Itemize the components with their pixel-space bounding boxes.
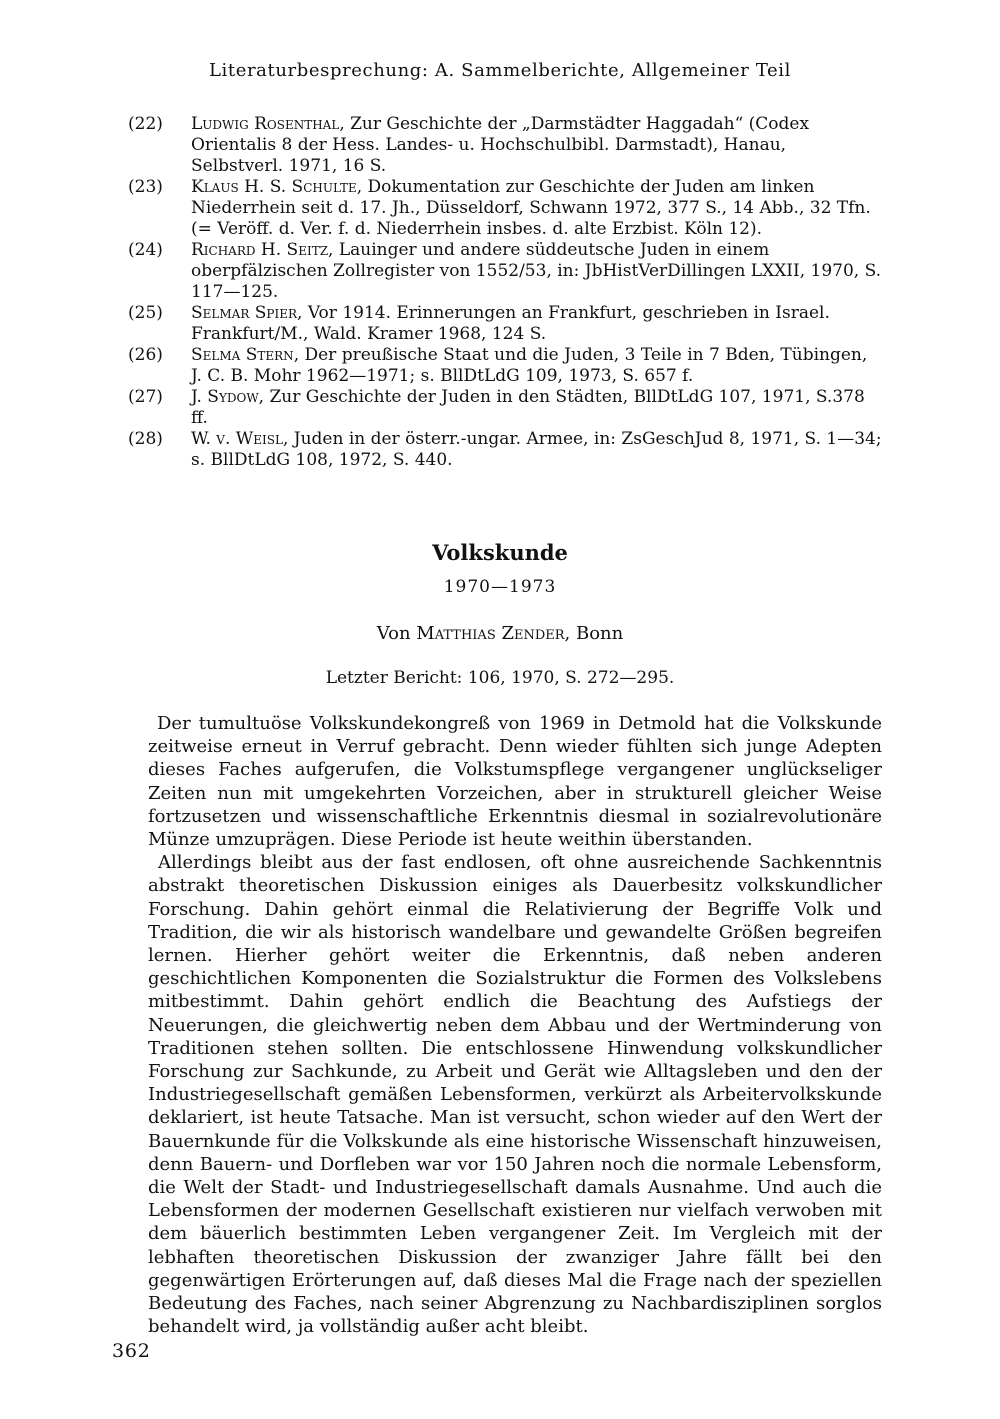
reference-item [128, 177, 883, 240]
reference-item [128, 114, 883, 177]
reference-list [128, 114, 883, 471]
section-title: Volkskunde [432, 540, 568, 565]
reference-item [128, 429, 883, 471]
reference-number: (26) [128, 345, 163, 365]
reference-item [128, 303, 883, 345]
reference-author: Richard H. Seitz [191, 240, 329, 260]
body-text [148, 712, 882, 1338]
reference-author: Ludwig Rosenthal [191, 114, 340, 134]
paragraph: Allerdings bleibt aus der fast endlosen, oft ohne ausreichende Sachkenntnis abstrakt theoretischen Diskussion einiges als Dauerbesitz volkskundlicher Forschung. Dahin gehört einmal die Relativierung der Begriffe Volk und Tradition, die wir als historisch wandelbare und gewandelte Größen begreifen lernen. Hierher gehört weiter die Erkenntnis, daß neben anderen geschichtlichen Komponenten die Sozialstruktur die Formen des Volkslebens mitbestimmt. Dahin gehört endlich die Beachtung des Aufstiegs der Neuerungen, die gleichwertig neben dem Abbau und der Wertminderung von Traditionen stehen sollten. Die entschlossene Hinwendung volkskundlicher Forschung zur Sachkunde, zu Arbeit und Gerät wie Alltagsleben und den der Industriegesellschaft gemäßen Lebensformen, verkürzt als Arbeitervolkskunde deklariert, ist heute Tatsache. Man ist versucht, schon wieder auf den Wert der Bauernkunde für die Volkskunde als eine historische Wissenschaft hinzuweisen, denn Bauern- und Dorfleben war vor 150 Jahren noch die normale Lebensform, die Welt der Stadt- und Industriegesellschaft damals Ausnahme. Und auch die Lebensformen der modernen Gesellschaft existieren nur vielfach verwoben mit dem bäuerlich bestimmten Leben vergangener Zeit. Im Vergleich mit der lebhaften theoretischen Diskussion der zwanziger Jahre fällt bei den gegenwärtigen Erörterungen auf, daß dieses Mal die Frage nach der speziellen Bedeutung des Faches, nach seiner Abgrenzung zu Nachbardisziplinen sorglos behandelt wird, ja vollständig außer acht bleibt. [148, 852, 882, 1338]
reference-number: (22) [128, 114, 163, 134]
byline-suffix: , Bonn [564, 623, 624, 644]
reference-text: , Zur Geschichte der Juden in den Städten, BllDtLdG 107, 1971, S.378 ff. [191, 387, 865, 428]
reference-number: (28) [128, 429, 163, 449]
reference-item [128, 345, 883, 387]
reference-author: Selma Stern [191, 345, 294, 365]
page-number: 362 [112, 1340, 151, 1362]
section-period: 1970—1973 [443, 577, 557, 597]
reference-author: W. v. Weisl [191, 429, 283, 449]
reference-number: (27) [128, 387, 163, 407]
reference-author: J. Sydow [191, 387, 259, 407]
reference-number: (23) [128, 177, 163, 197]
reference-author: Klaus H. S. Schulte [191, 177, 357, 197]
reference-text: , Vor 1914. Erinnerungen an Frankfurt, geschrieben in Israel. Frankfurt/M., Wald. Kramer 1968, 124 S. [191, 303, 830, 344]
reference-text: , Dokumentation zur Geschichte der Juden am linken Niederrhein seit d. 17. Jh., Düsseldorf, Schwann 1972, 377 S., 14 Abb., 32 Tfn. (= Veröff. d. Ver. f. d. Niederrhein insbes. d. alte Erzbist. Köln 12). [191, 177, 871, 239]
reference-text: , Der preußische Staat und die Juden, 3 Teile in 7 Bden, Tübingen, J. C. B. Mohr 1962—1971; s. BllDtLdG 109, 1973, S. 657 f. [191, 345, 868, 386]
reference-item [128, 240, 883, 303]
reference-number: (25) [128, 303, 163, 323]
last-report-note: Letzter Bericht: 106, 1970, S. 272—295. [325, 668, 675, 688]
reference-text: , Juden in der österr.-ungar. Armee, in: ZsGeschJud 8, 1971, S. 1—34; s. BllDtLdG 108, 1972, S. 440. [191, 429, 882, 470]
running-header: Literaturbesprechung: A. Sammelberichte, Allgemeiner Teil [208, 60, 792, 81]
paragraph: Der tumultuöse Volkskundekongreß von 1969 in Detmold hat die Volkskunde zeitweise erneut in Verruf gebracht. Denn wieder fühlten sich junge Adepten dieses Faches aufgerufen, die Volkstumspflege vergangener unglückseliger Zeiten nun mit umgekehrten Vorzeichen, aber in strukturell gleicher Weise fortzusetzen und wissenschaftliche Erkenntnis diesmal in sozialrevolutionäre Münze umzuprägen. Diese Periode ist heute weithin überstanden. [148, 713, 882, 851]
reference-author: Selmar Spier [191, 303, 298, 323]
reference-item [128, 387, 883, 429]
reference-text: , Zur Geschichte der „Darmstädter Haggadah“ (Codex Orientalis 8 der Hess. Landes- u. Hochschulbibl. Darmstadt), Hanau, Selbstverl. 1971, 16 S. [191, 114, 810, 176]
reference-text: , Lauinger und andere süddeutsche Juden in einem oberpfälzischen Zollregister von 1552/53, in: JbHistVerDillingen LXXII, 1970, S. 117—125. [191, 240, 882, 302]
reference-number: (24) [128, 240, 163, 260]
byline-author: Matthias Zender [416, 623, 565, 644]
byline-prefix: Von [376, 623, 417, 644]
byline [0, 623, 1000, 644]
